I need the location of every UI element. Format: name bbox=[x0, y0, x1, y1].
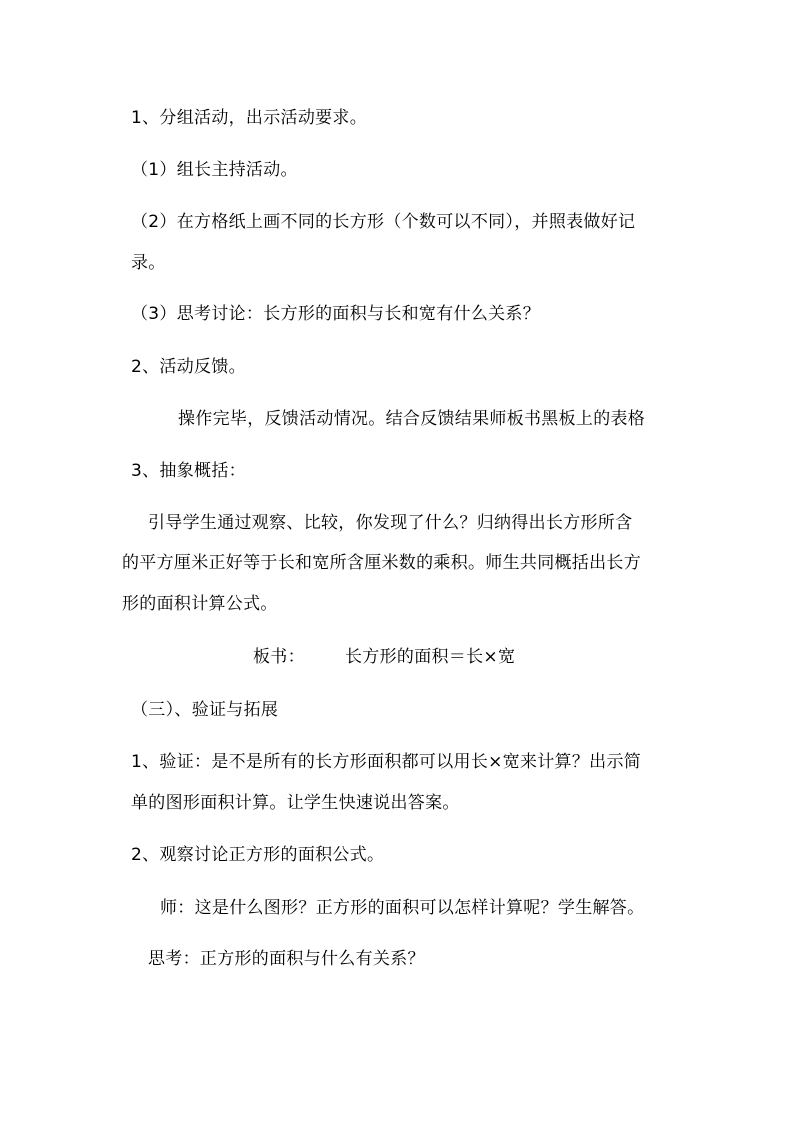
requirement-2: （2）在方格纸上画不同的长方形（个数可以不同），并照表做好记 bbox=[131, 212, 636, 232]
abstract-paragraph-line-3: 形的面积计算公式。 bbox=[122, 594, 278, 614]
abstract-paragraph-line-2: 的平方厘米正好等于长和宽所含厘米数的乘积。师生共同概括出长方 bbox=[122, 553, 641, 573]
feedback-paragraph: 操作完毕，反馈活动情况。结合反馈结果师板书黑板上的表格 bbox=[178, 409, 646, 429]
blackboard-label: 板书： bbox=[253, 647, 305, 667]
square-heading: 2、观察讨论正方形的面积公式。 bbox=[131, 845, 385, 865]
verify-paragraph-line-2: 单的图形面积计算。让学生快速说出答案。 bbox=[131, 793, 460, 813]
abstract-paragraph-line-1: 引导学生通过观察、比较，你发现了什么？归纳得出长方形所含 bbox=[148, 513, 633, 533]
feedback-heading: 2、活动反馈。 bbox=[131, 357, 246, 377]
requirement-3: （3）思考讨论：长方形的面积与长和宽有什么关系？ bbox=[131, 304, 541, 324]
abstract-heading: 3、抽象概括： bbox=[131, 461, 246, 481]
teacher-question: 师：这是什么图形？正方形的面积可以怎样计算呢？学生解答。 bbox=[160, 898, 645, 918]
area-formula: 长方形的面积＝长×宽 bbox=[345, 647, 516, 667]
requirement-1: （1）组长主持活动。 bbox=[131, 160, 298, 180]
requirement-2-continued: 录。 bbox=[131, 253, 166, 273]
section-heading: （三）、验证与拓展 bbox=[131, 700, 279, 720]
think-question: 思考：正方形的面积与什么有关系？ bbox=[148, 949, 425, 969]
activity-heading: 1、分组活动，出示活动要求。 bbox=[131, 108, 368, 128]
verify-paragraph-line-1: 1、验证：是不是所有的长方形面积都可以用长×宽来计算？出示简 bbox=[131, 752, 642, 772]
